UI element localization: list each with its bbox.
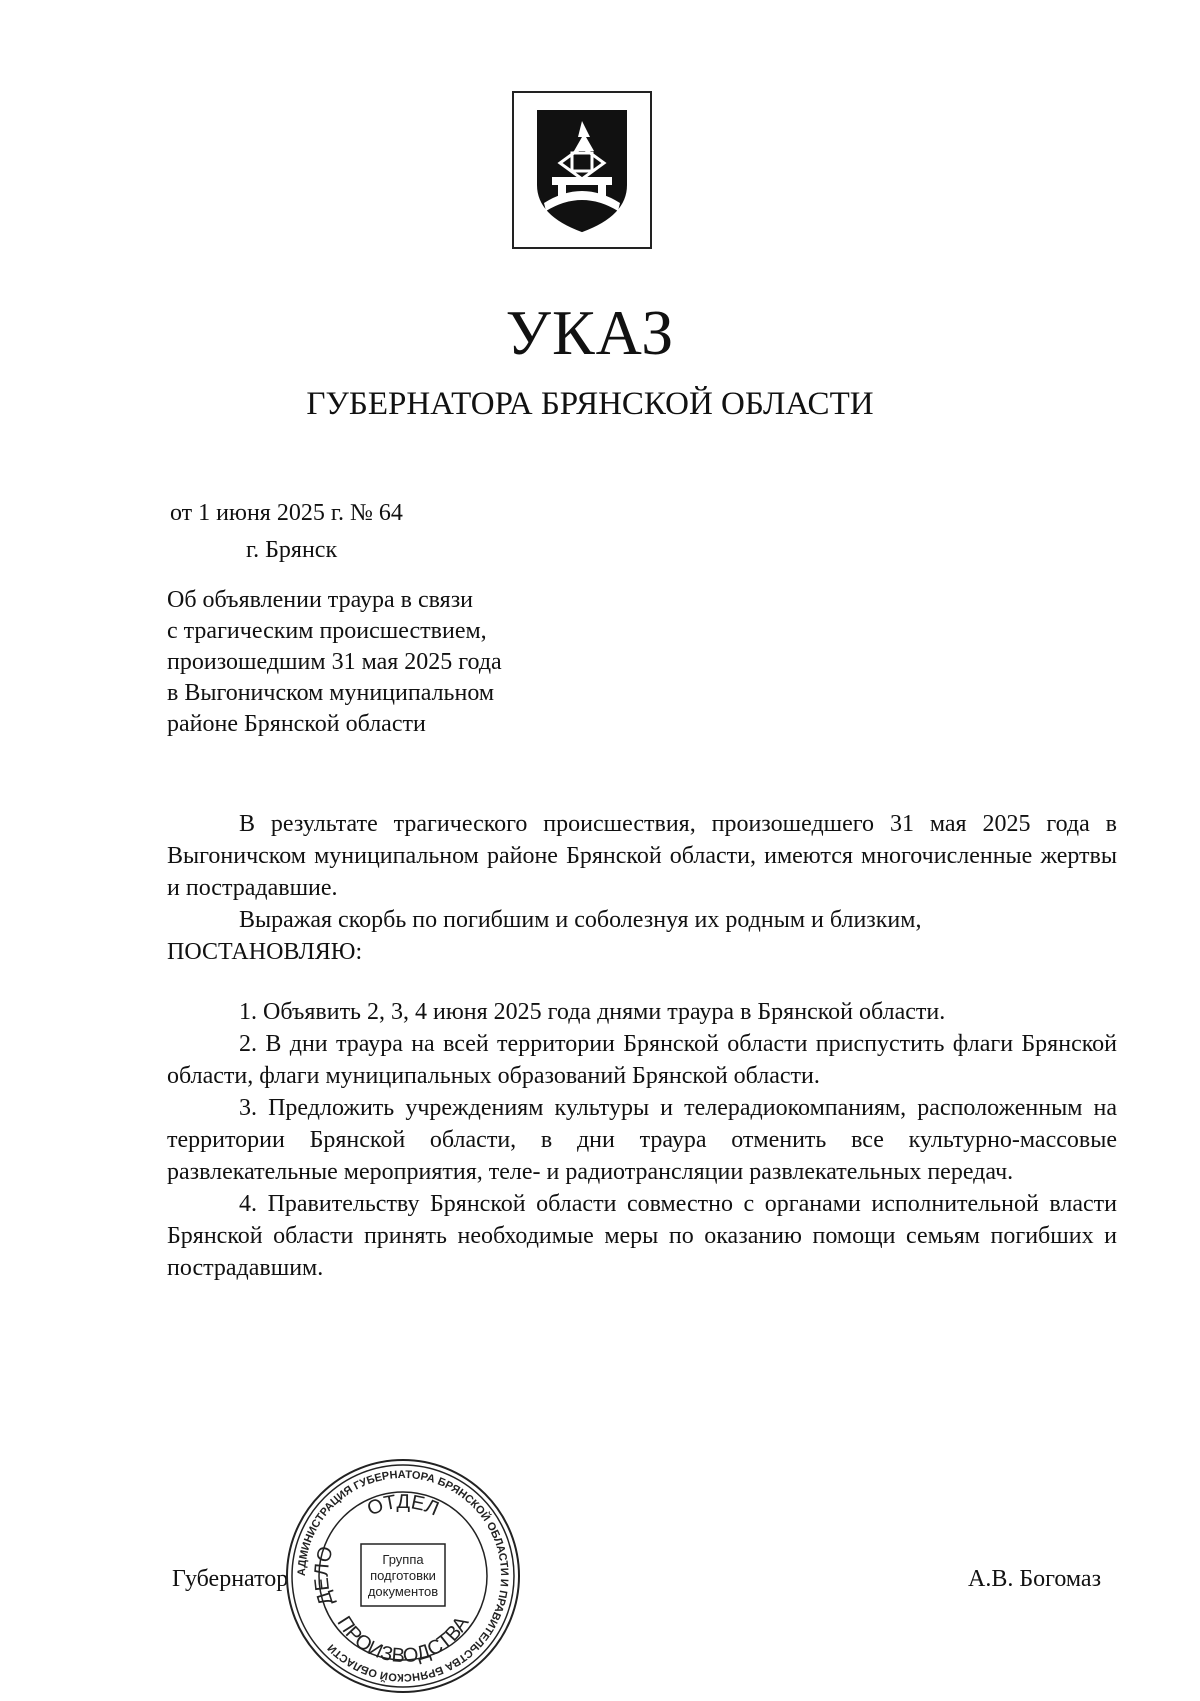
decree-item-1: 1. Объявить 2, 3, 4 июня 2025 года днями траура в Брянской области. xyxy=(239,999,946,1025)
document-subject xyxy=(167,585,567,740)
decree-item-4: 4. Правительству Брянской области совместно с органами исполнительной власти Брянской области принять необходимые меры по оказанию помощи семьям погибших и пострадавшим. xyxy=(167,1191,1117,1281)
decree-item-2: 2. В дни траура на всей территории Брянской области приспустить флаги Брянской области, флаги муниципальных образований Брянской области. xyxy=(167,1031,1117,1089)
svg-text:ОТДЕЛ xyxy=(364,1491,442,1520)
decree-item-3: 3. Предложить учреждениям культуры и телерадиокомпаниям, расположенным на территории Брянской области, в дни траура отменить все культурно-массовые развлекательные мероприятия, теле- и радиотрансляции развлекательных передач. xyxy=(167,1095,1117,1185)
decree-word: ПОСТАНОВЛЯЮ: xyxy=(167,939,363,965)
official-seal xyxy=(283,1456,523,1701)
subject-line: с трагическим происшествием, xyxy=(167,618,487,644)
document-city: г. Брянск xyxy=(246,537,338,563)
subject-line: произошедшим 31 мая 2025 года xyxy=(167,649,502,675)
seal-center-line: Группа xyxy=(382,1552,424,1567)
seal-outer-text: АДМИНИСТРАЦИЯ ГУБЕРНАТОРА БРЯНСКОЙ ОБЛАСТИ И ПРАВИТЕЛЬСТВА БРЯНСКОЙ ОБЛАСТИ xyxy=(295,1468,511,1684)
document-date-number: от 1 июня 2025 г. № 64 xyxy=(170,500,403,526)
subject-line: Об объявлении траура в связи xyxy=(167,587,474,613)
seal-stamp-icon xyxy=(283,1456,523,1696)
document-body xyxy=(167,808,1117,1284)
seal-top-text: ОТДЕЛ xyxy=(364,1490,442,1521)
document-issuer: ГУБЕРНАТОРА БРЯНСКОЙ ОБЛАСТИ xyxy=(306,386,874,422)
bryansk-coat-of-arms-icon xyxy=(534,107,630,235)
signer-name: А.В. Богомаз xyxy=(968,1566,1102,1592)
signer-position: Губернатор xyxy=(172,1566,289,1592)
seal-left-text: ДЕЛО xyxy=(310,1543,338,1609)
subject-line: в Выгоничском муниципальном xyxy=(167,680,495,706)
intro-paragraph: В результате трагического происшествия, произошедшего 31 мая 2025 года в Выгоничском муниципальном районе Брянской области, имеются многочисленные жертвы и пострадавшие. xyxy=(167,811,1117,901)
svg-text:ДЕЛО xyxy=(311,1544,338,1608)
seal-bottom-text: ПРОИЗВОДСТВА xyxy=(332,1612,474,1668)
coat-of-arms xyxy=(512,91,652,249)
subject-line: районе Брянской области xyxy=(167,711,426,737)
document-title: УКАЗ xyxy=(505,297,675,368)
condolence-paragraph: Выражая скорбь по погибшим и соболезнуя их родным и близким, xyxy=(239,907,922,933)
seal-center-line: документов xyxy=(367,1584,439,1599)
seal-center-line: подготовки xyxy=(370,1568,436,1583)
